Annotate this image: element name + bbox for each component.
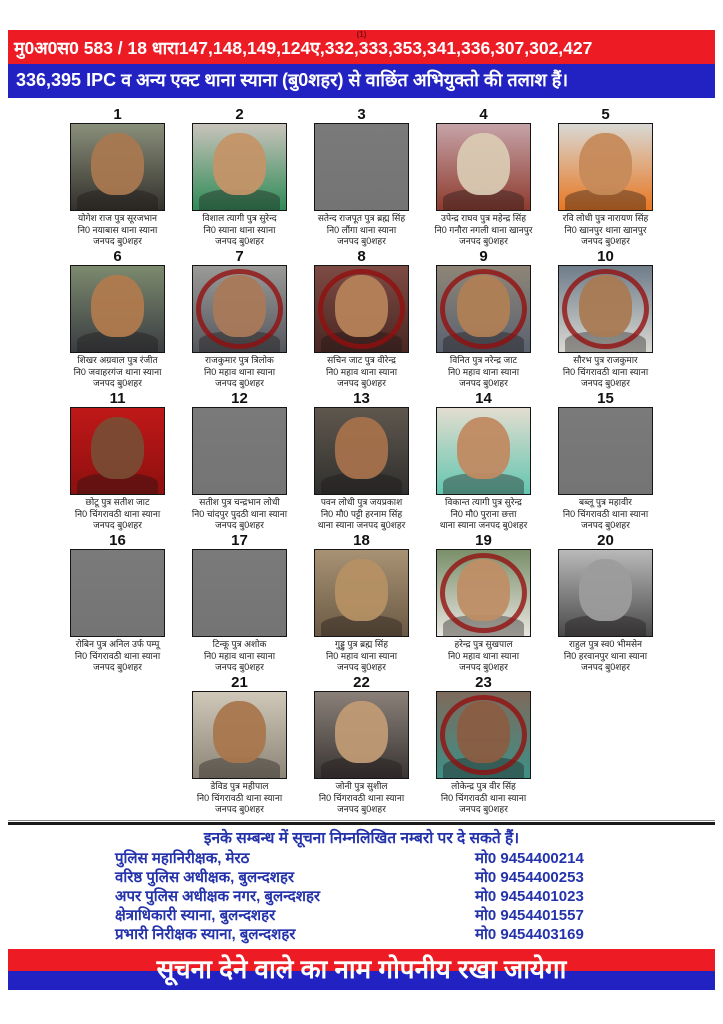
portrait-head — [335, 559, 387, 621]
portrait-head — [91, 133, 143, 195]
person-cell — [179, 676, 301, 818]
person-address-line1: नि0 चिंगरावठी थाना स्याना — [318, 792, 405, 803]
wanted-poster-page — [0, 30, 723, 1024]
person-address-line1: नि0 स्याना थाना स्याना — [203, 224, 276, 235]
person-caption — [409, 781, 559, 816]
portrait-head — [457, 133, 509, 195]
contact-phone: मो0 9454400253 — [475, 869, 584, 886]
person-address-line1: नि0 खानपुर थाना खानपुर — [564, 224, 647, 235]
portrait-head — [457, 417, 509, 479]
contact-list — [115, 849, 645, 944]
person-photo — [314, 407, 409, 495]
person-address-line1: नि0 महाव थाना स्याना — [447, 650, 520, 661]
person-name: हरेन्द्र पुत्र सुखपाल — [454, 639, 513, 649]
red-ring-overlay — [440, 553, 527, 634]
person-cell — [179, 392, 301, 534]
contact-phone: मो0 9454403169 — [475, 926, 584, 943]
person-name: लोकेन्द्र पुत्र वीर सिंह — [451, 781, 516, 791]
person-number: 18 — [353, 532, 370, 549]
person-address-line2: जनपद बु0शहर — [215, 236, 264, 246]
person-number: 4 — [479, 106, 488, 123]
portrait-head — [91, 417, 143, 479]
contact-label: वरिष्ठ पुलिस अधीक्षक, बुलन्दशहर — [115, 869, 295, 886]
person-address-line1: नि0 चिंगरावठी थाना स्याना — [74, 508, 161, 519]
person-cell — [179, 250, 301, 392]
header-case-band — [8, 30, 715, 64]
person-address-line2: जनपद बु0शहर — [215, 378, 264, 388]
person-name: शिखर अग्रवाल पुत्र रंजीत — [77, 355, 158, 365]
person-address-line2: जनपद बु0शहर — [459, 662, 508, 672]
person-number: 23 — [475, 674, 492, 691]
person-number: 22 — [353, 674, 370, 691]
person-cell — [423, 392, 545, 534]
person-address-line2: थाना स्याना जनपद बु0शहर — [439, 520, 528, 530]
station-notice-line: 336,395 IPC व अन्य एक्ट थाना स्याना (बु0शहर) से वाछिंत अभियुक्तो की तलाश हैं। — [16, 70, 569, 90]
person-address-line1: नि0 चिंगरावठी थाना स्याना — [74, 650, 161, 661]
person-caption — [531, 639, 681, 674]
person-cell — [57, 534, 179, 676]
person-address-line1: नि0 चिंगरावठी थाना स्याना — [196, 792, 283, 803]
person-photo — [314, 691, 409, 779]
person-photo — [436, 265, 531, 353]
person-number: 17 — [231, 532, 248, 549]
person-address-line2: जनपद बु0शहर — [581, 520, 630, 530]
person-photo — [436, 407, 531, 495]
person-number: 11 — [109, 390, 126, 407]
contact-row — [115, 849, 645, 868]
person-name: विनित पुत्र नरेन्द्र जाट — [449, 355, 518, 365]
person-address-line2: जनपद बु0शहर — [337, 378, 386, 388]
portrait-head — [335, 417, 387, 479]
person-name: गुड्डु पुत्र ब्रह्म सिंह — [334, 639, 389, 649]
person-name: सतीश पुत्र चन्द्रभान लोधी — [199, 497, 280, 507]
person-name: राहुल पुत्र स्व0 भीमसेन — [568, 639, 643, 649]
person-address-line2: जनपद बु0शहर — [93, 520, 142, 530]
person-address-line2: थाना स्याना जनपद बु0शहर — [317, 520, 406, 530]
contact-row — [115, 868, 645, 887]
portrait-head — [213, 133, 265, 195]
person-name: विकान्त त्यागी पुत्र सुरेन्द्र — [445, 497, 522, 507]
person-cell — [423, 250, 545, 392]
person-number: 14 — [475, 390, 492, 407]
person-number: 2 — [235, 106, 244, 123]
person-photo — [70, 265, 165, 353]
person-cell — [545, 108, 667, 250]
person-photo — [314, 549, 409, 637]
person-number: 3 — [357, 106, 366, 123]
person-photo — [192, 123, 287, 211]
person-cell — [179, 534, 301, 676]
contact-row — [115, 925, 645, 944]
person-number: 20 — [597, 532, 614, 549]
person-address-line1: नि0 चिंगरावठी थाना स्याना — [440, 792, 527, 803]
person-address-line1: नि0 लौंगा थाना स्याना — [326, 224, 397, 235]
page-number-marker: (1) — [356, 30, 367, 39]
portrait-head — [579, 133, 631, 195]
contact-row — [115, 906, 645, 925]
person-name: उपेन्द्र राघव पुत्र महेन्द्र सिंह — [441, 213, 526, 223]
person-cell — [301, 108, 423, 250]
person-name: बब्लू पुत्र महावीर — [579, 497, 632, 507]
person-photo — [558, 549, 653, 637]
contact-label: प्रभारी निरीक्षक स्याना, बुलन्दशहर — [115, 926, 296, 943]
contact-phone: मो0 9454400214 — [475, 850, 584, 867]
person-number: 6 — [113, 248, 122, 265]
contact-row — [115, 887, 645, 906]
person-name: जोनी पुत्र सुशील — [335, 781, 388, 791]
person-address-line1: नि0 चांदपुर पुदठी थाना स्याना — [191, 508, 288, 519]
person-photo — [192, 407, 287, 495]
portrait-head — [579, 559, 631, 621]
person-number: 21 — [231, 674, 248, 691]
person-cell — [545, 250, 667, 392]
person-cell — [423, 534, 545, 676]
person-name: राजकुमार पुत्र त्रिलोक — [205, 355, 274, 365]
person-name: सचिन जाट पुत्र वीरेन्द्र — [327, 355, 396, 365]
contact-phone: मो0 9454401557 — [475, 907, 584, 924]
person-address-line2: जनपद बु0शहर — [93, 378, 142, 388]
person-address-line2: जनपद बु0शहर — [459, 804, 508, 814]
person-address-line2: जनपद बु0शहर — [215, 662, 264, 672]
person-name: सतेन्द राजपूत पुत्र ब्रह्म सिंह — [317, 213, 406, 223]
person-address-line2: जनपद बु0शहर — [215, 804, 264, 814]
person-cell — [545, 392, 667, 534]
person-address-line2: जनपद बु0शहर — [581, 236, 630, 246]
person-name: छोटू पुत्र सतीश जाट — [85, 497, 150, 507]
person-photo — [558, 407, 653, 495]
person-cell — [301, 250, 423, 392]
person-photo — [192, 265, 287, 353]
red-ring-overlay — [440, 695, 527, 776]
person-name: योगेश राज पुत्र सूरजभान — [77, 213, 158, 223]
person-address-line2: जनपद बु0शहर — [337, 662, 386, 672]
person-cell — [57, 392, 179, 534]
person-address-line1: नि0 जवाहरगंज थाना स्याना — [73, 366, 162, 377]
person-address-line1: नि0 महाव थाना स्याना — [325, 650, 398, 661]
person-address-line2: जनपद बु0शहर — [581, 662, 630, 672]
contact-phone: मो0 9454401023 — [475, 888, 584, 905]
contact-label: अपर पुलिस अधीक्षक नगर, बुलन्दशहर — [115, 888, 321, 905]
person-number: 1 — [113, 106, 122, 123]
contact-label: क्षेत्राधिकारी स्याना, बुलन्दशहर — [115, 907, 276, 924]
person-address-line1: नि0 मौ0 पट्टी हरनाम सिंह — [320, 508, 403, 519]
person-photo — [192, 549, 287, 637]
person-photo — [436, 691, 531, 779]
person-photo — [70, 407, 165, 495]
red-ring-overlay — [562, 269, 649, 350]
person-cell — [301, 676, 423, 818]
case-ipc-line: मु0अ0स0 583 / 18 धारा147,148,149,124ए,332,333,353,341,336,307,302,427 — [14, 38, 593, 58]
person-number: 16 — [109, 532, 126, 549]
person-number: 10 — [597, 248, 614, 265]
person-address-line1: नि0 हरवानपुर थाना स्याना — [563, 650, 648, 661]
person-photo — [70, 123, 165, 211]
header-station-band — [8, 64, 715, 98]
person-photo — [314, 123, 409, 211]
person-caption — [531, 355, 681, 390]
person-cell — [57, 108, 179, 250]
portrait-head — [335, 701, 387, 763]
person-photo — [436, 123, 531, 211]
person-cell — [301, 392, 423, 534]
person-address-line2: जनपद बु0शहर — [215, 520, 264, 530]
person-address-line1: नि0 गनौरा नगली थाना खानपुर — [434, 224, 533, 235]
person-address-line2: जनपद बु0शहर — [581, 378, 630, 388]
person-address-line2: जनपद बु0शहर — [93, 662, 142, 672]
person-photo — [436, 549, 531, 637]
person-cell — [301, 534, 423, 676]
person-photo — [70, 549, 165, 637]
person-number: 7 — [235, 248, 244, 265]
person-cell — [545, 534, 667, 676]
person-address-line2: जनपद बु0शहर — [337, 236, 386, 246]
person-cell — [57, 250, 179, 392]
person-number: 19 — [475, 532, 492, 549]
portrait-head — [213, 701, 265, 763]
person-name: रोबिन पुत्र अनिल उर्फ पम्पू — [75, 639, 160, 649]
person-address-line1: नि0 नयाबास थाना स्याना — [77, 224, 158, 235]
red-ring-overlay — [318, 269, 405, 350]
person-caption — [531, 213, 681, 248]
person-number: 15 — [597, 390, 614, 407]
section-divider-line — [8, 820, 715, 825]
person-name: डेविड पुत्र महीपाल — [210, 781, 269, 791]
person-address-line1: नि0 चिंगरावठी थाना स्याना — [562, 366, 649, 377]
person-address-line2: जनपद बु0शहर — [337, 804, 386, 814]
person-address-line1: नि0 महाव थाना स्याना — [203, 650, 276, 661]
person-number: 9 — [479, 248, 488, 265]
person-cell — [423, 676, 545, 818]
person-name: पवन लोधी पुत्र जयप्रकाश — [320, 497, 403, 507]
person-number: 5 — [601, 106, 610, 123]
person-photo — [314, 265, 409, 353]
person-address-line2: जनपद बु0शहर — [93, 236, 142, 246]
person-address-line1: नि0 महाव थाना स्याना — [325, 366, 398, 377]
red-ring-overlay — [440, 269, 527, 350]
person-name: रवि लोधी पुत्र नारायण सिंह — [562, 213, 649, 223]
person-name: सौरभ पुत्र राजकुमार — [573, 355, 638, 365]
person-number: 8 — [357, 248, 366, 265]
person-cell — [423, 108, 545, 250]
person-cell — [179, 108, 301, 250]
persons-grid — [53, 108, 671, 818]
person-caption — [531, 497, 681, 532]
person-number: 12 — [231, 390, 248, 407]
red-ring-overlay — [196, 269, 283, 350]
contact-heading: इनके सम्बन्ध में सूचना निम्नलिखित नम्बरो पर दे सकते हैं। — [203, 830, 520, 847]
person-name: टिन्कू पुत्र अशोक — [212, 639, 267, 649]
person-address-line1: नि0 महाव थाना स्याना — [203, 366, 276, 377]
person-photo — [192, 691, 287, 779]
person-number: 13 — [353, 390, 370, 407]
person-address-line1: नि0 मौ0 पुराना छत्ता — [450, 508, 517, 519]
person-address-line2: जनपद बु0शहर — [459, 236, 508, 246]
person-photo — [558, 265, 653, 353]
person-address-line2: जनपद बु0शहर — [459, 378, 508, 388]
contact-label: पुलिस महानिरीक्षक, मेरठ — [115, 850, 250, 867]
confidentiality-banner: सूचना देने वाले का नाम गोपनीय रखा जायेगा — [8, 949, 715, 990]
person-photo — [558, 123, 653, 211]
portrait-head — [91, 275, 143, 337]
person-address-line1: नि0 महाव थाना स्याना — [447, 366, 520, 377]
person-name: विशाल त्यागी पुत्र सुरेन्द — [202, 213, 277, 223]
person-address-line1: नि0 चिंगरावठी थाना स्याना — [562, 508, 649, 519]
